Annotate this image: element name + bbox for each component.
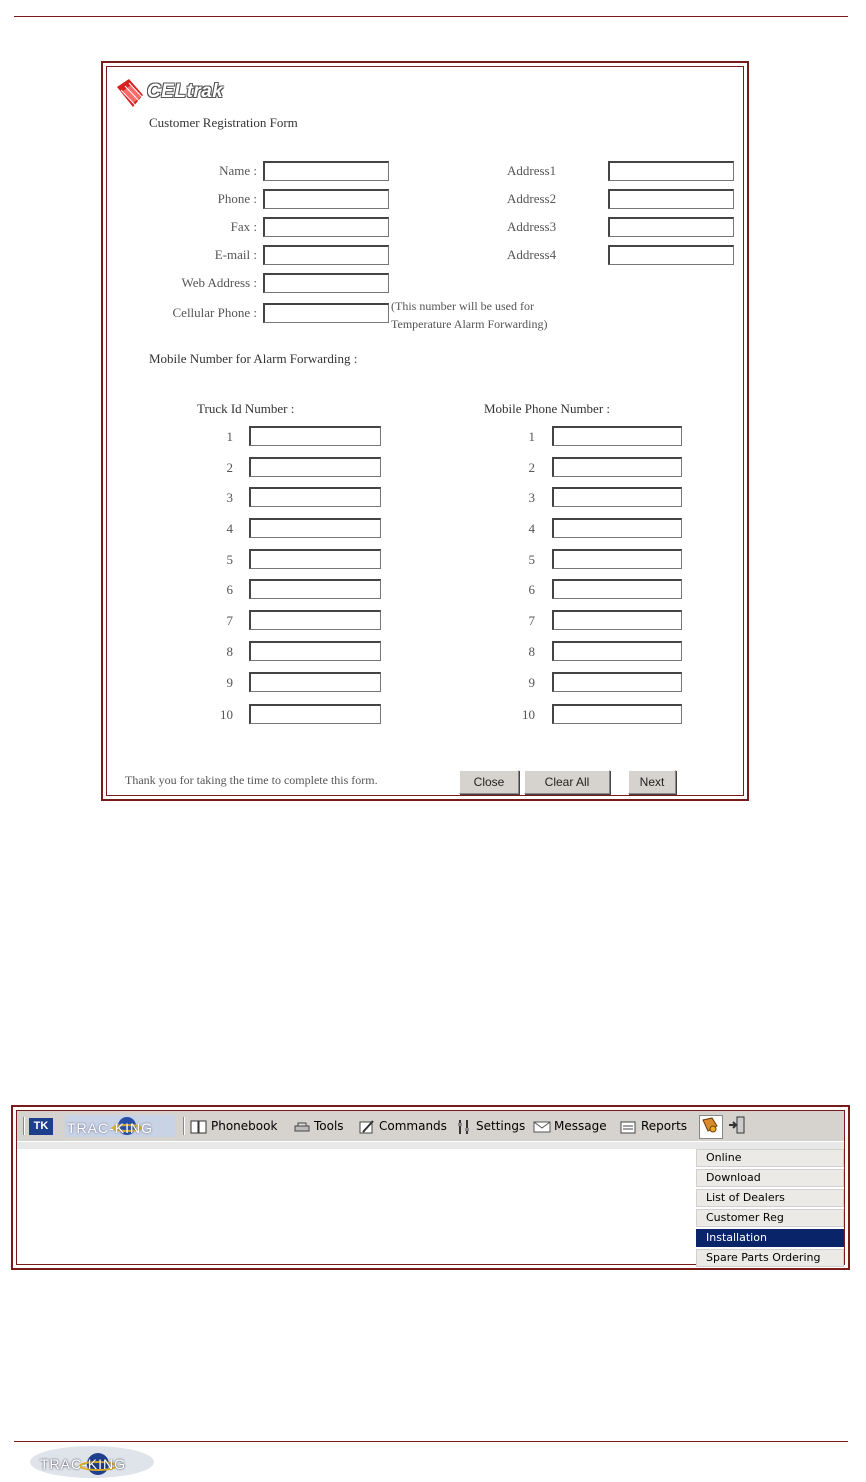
mobile-row-number: 9: [528, 675, 535, 690]
app-window: [16, 1110, 845, 1265]
fax-label: Fax :: [230, 219, 257, 234]
mobile-phone-field-2[interactable]: [552, 457, 682, 477]
tools-label: Tools: [314, 1119, 344, 1133]
truck-id-field-8[interactable]: [249, 641, 381, 661]
mobile-phone-field-9[interactable]: [552, 672, 682, 692]
reports-button[interactable]: [620, 1111, 687, 1141]
phone-field[interactable]: [263, 189, 389, 209]
settings-button[interactable]: [455, 1111, 525, 1141]
truck-id-field-5[interactable]: [249, 549, 381, 569]
envelope-icon: [533, 1119, 551, 1135]
registration-form: [106, 66, 744, 796]
mobile-row-number: 3: [528, 490, 535, 505]
truck-row-number: 4: [226, 521, 233, 536]
cellular-note-line1: (This number will be used for: [391, 299, 534, 313]
alarm-forwarding-section-title: Mobile Number for Alarm Forwarding :: [149, 351, 358, 366]
address1-field[interactable]: [608, 161, 734, 181]
truck-id-field-9[interactable]: [249, 672, 381, 692]
form-title: Customer Registration Form: [149, 115, 298, 130]
reports-label: Reports: [641, 1119, 688, 1133]
message-button[interactable]: [533, 1111, 607, 1141]
web-address-label: Web Address :: [181, 275, 257, 290]
web-address-field[interactable]: [263, 273, 389, 293]
settings-icon: [455, 1119, 473, 1135]
mobile-phone-header: Mobile Phone Number :: [484, 401, 611, 416]
celtrak-logo-text: CELtrak: [147, 81, 224, 102]
address1-label: Address1: [507, 163, 557, 178]
truck-id-field-1[interactable]: [249, 426, 381, 446]
truck-id-header: Truck Id Number :: [197, 401, 295, 416]
toolbar-screenshot: [11, 1105, 850, 1270]
truck-id-field-7[interactable]: [249, 610, 381, 630]
mobile-phone-field-6[interactable]: [552, 579, 682, 599]
truck-row-number: 3: [226, 490, 233, 505]
mobile-phone-field-10[interactable]: [552, 704, 682, 724]
commands-icon: [358, 1119, 376, 1135]
address2-label: Address2: [507, 191, 557, 206]
truck-id-field-2[interactable]: [249, 457, 381, 477]
registration-form-screenshot: [101, 61, 749, 801]
book-key-icon: [700, 1116, 720, 1136]
mobile-row-number: 5: [528, 552, 535, 567]
clear-all-button[interactable]: Clear All: [524, 770, 610, 794]
truck-row-number: 6: [226, 582, 233, 597]
mobile-row-number: 2: [528, 460, 535, 475]
truck-row-number: 7: [226, 613, 233, 628]
mobile-phone-field-7[interactable]: [552, 610, 682, 630]
tk-logo-icon: TK: [29, 1118, 53, 1135]
cellular-note: [391, 297, 547, 333]
truck-id-field-6[interactable]: [249, 579, 381, 599]
toolbar-strip: [17, 1142, 844, 1149]
phone-label: Phone :: [217, 191, 257, 206]
address2-field[interactable]: [608, 189, 734, 209]
address3-label: Address3: [507, 219, 557, 234]
mobile-row-number: 1: [528, 429, 535, 444]
exit-door-icon: [727, 1115, 747, 1135]
name-field[interactable]: [263, 161, 389, 181]
book-icon: [190, 1119, 208, 1135]
menu-item-installation[interactable]: Installation: [696, 1229, 844, 1247]
mobile-row-number: 10: [522, 707, 535, 722]
next-button[interactable]: Next: [628, 770, 676, 794]
truck-row-number: 2: [226, 460, 233, 475]
mobile-row-number: 6: [528, 582, 535, 597]
truck-row-number: 10: [220, 707, 233, 722]
truck-id-field-10[interactable]: [249, 704, 381, 724]
thank-you-text: Thank you for taking the time to complete this form.: [125, 773, 378, 787]
mobile-row-number: 4: [528, 521, 535, 536]
menu-item-download[interactable]: Download: [696, 1169, 844, 1187]
truck-id-field-3[interactable]: [249, 487, 381, 507]
main-toolbar: [17, 1111, 844, 1142]
trac-king-logo-text: TRAC-KING: [67, 1120, 153, 1136]
tools-button[interactable]: [293, 1111, 344, 1141]
message-label: Message: [554, 1119, 607, 1133]
name-label: Name :: [219, 163, 257, 178]
menu-item-online[interactable]: Online: [696, 1149, 844, 1167]
footer-brand-text: TRAC-KING: [40, 1456, 126, 1472]
footer-rule: [14, 1441, 848, 1442]
toolbar-separator: [23, 1117, 25, 1135]
commands-button[interactable]: [358, 1111, 447, 1141]
phonebook-label: Phonebook: [211, 1119, 278, 1133]
truck-row-number: 8: [226, 644, 233, 659]
menu-item-customer-reg[interactable]: Customer Reg: [696, 1209, 844, 1227]
mobile-phone-field-8[interactable]: [552, 641, 682, 661]
mobile-phone-field-1[interactable]: [552, 426, 682, 446]
truck-row-number: 1: [226, 429, 233, 444]
email-label: E-mail :: [214, 247, 257, 262]
mobile-phone-field-3[interactable]: [552, 487, 682, 507]
registration-button[interactable]: [699, 1115, 723, 1139]
fax-field[interactable]: [263, 217, 389, 237]
truck-id-field-4[interactable]: [249, 518, 381, 538]
reports-icon: [620, 1119, 638, 1135]
tools-icon: [293, 1119, 311, 1135]
toolbar-separator: [183, 1117, 185, 1135]
header-rule: [14, 16, 848, 17]
address4-field[interactable]: [608, 245, 734, 265]
email-field[interactable]: [263, 245, 389, 265]
cellular-note-line2: Temperature Alarm Forwarding): [391, 317, 548, 331]
menu-item-spare-parts-ordering[interactable]: Spare Parts Ordering: [696, 1249, 844, 1267]
menu-item-list-of-dealers[interactable]: List of Dealers: [696, 1189, 844, 1207]
registration-dropdown-menu: [696, 1149, 844, 1269]
mobile-phone-field-5[interactable]: [552, 549, 682, 569]
truck-row-number: 9: [226, 675, 233, 690]
exit-button[interactable]: [727, 1115, 749, 1137]
phonebook-button[interactable]: [190, 1111, 277, 1141]
mobile-phone-field-4[interactable]: [552, 518, 682, 538]
settings-label: Settings: [476, 1119, 526, 1133]
truck-row-number: 5: [226, 552, 233, 567]
cellular-phone-field[interactable]: [263, 303, 389, 323]
cellular-phone-label: Cellular Phone :: [172, 305, 257, 320]
mobile-row-number: 7: [528, 613, 535, 628]
close-button[interactable]: Close: [459, 770, 519, 794]
mobile-row-number: 8: [528, 644, 535, 659]
address4-label: Address4: [507, 247, 557, 262]
address3-field[interactable]: [608, 217, 734, 237]
commands-label: Commands: [379, 1119, 447, 1133]
